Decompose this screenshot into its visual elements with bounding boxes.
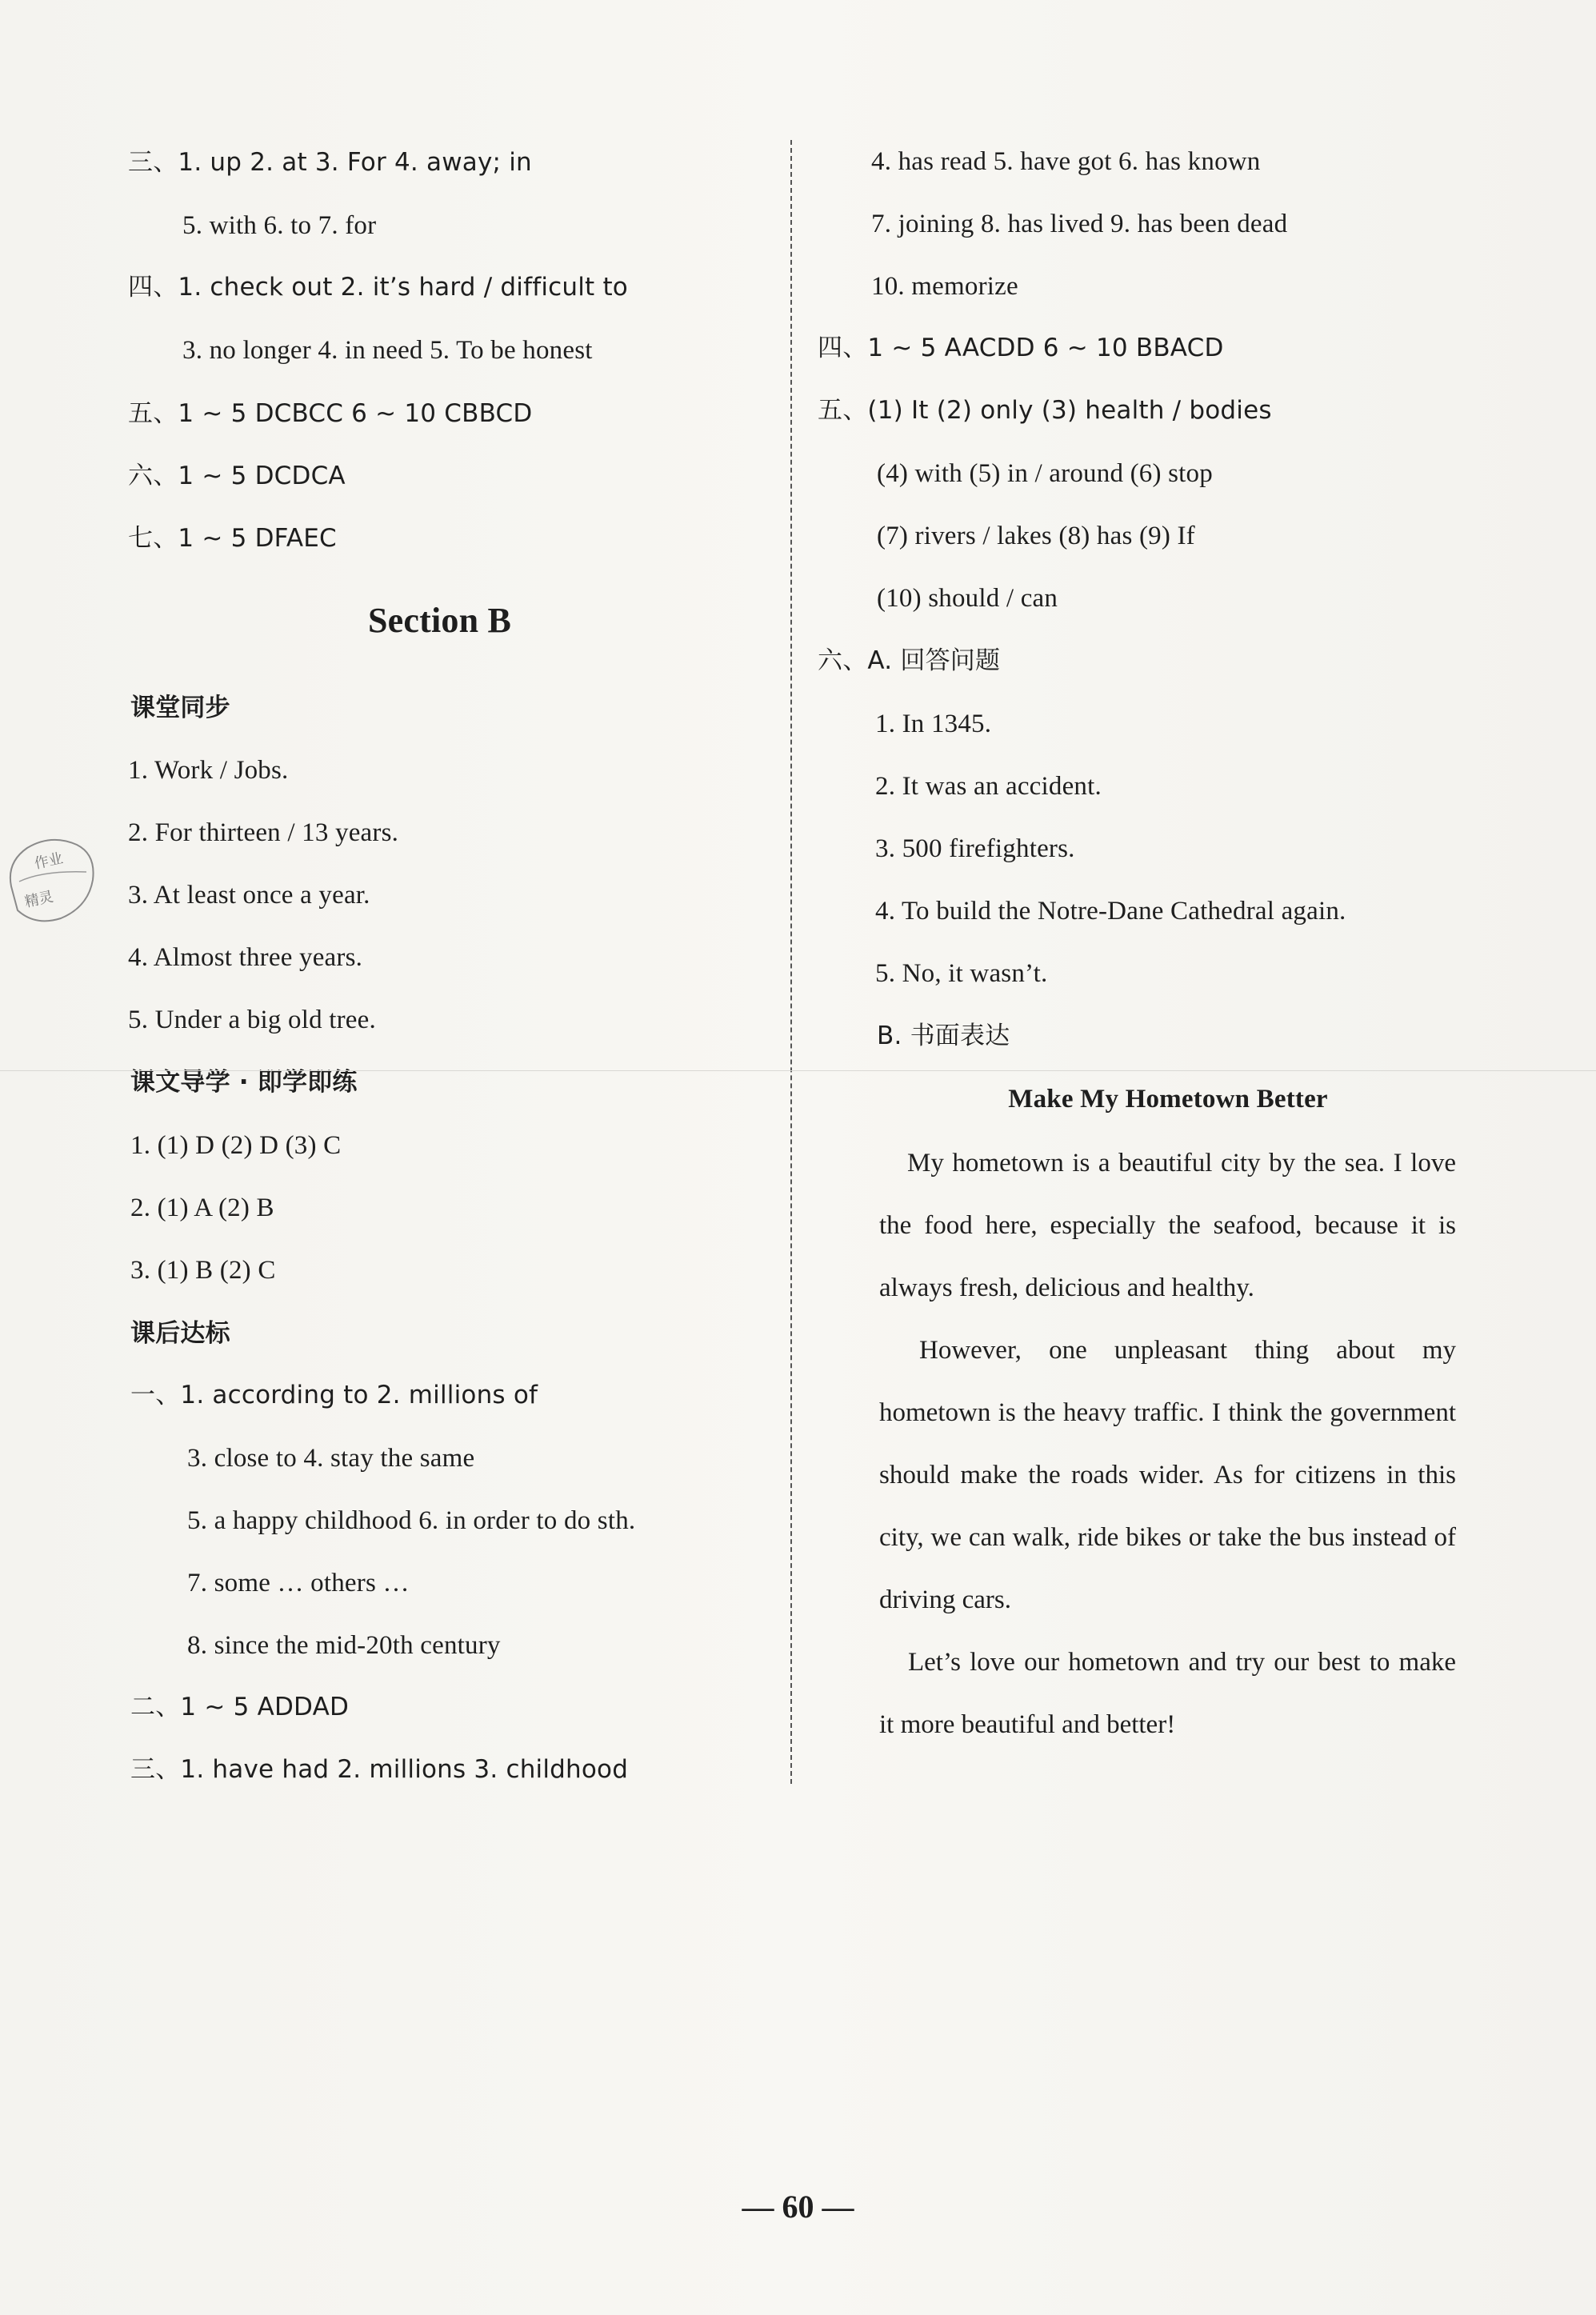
right-cont-line1: 4. has read 5. have got 6. has known (871, 147, 1261, 176)
right-q5-line2: (4) with (5) in / around (6) stop (877, 459, 1213, 488)
guide-heading: 课文导学 · 即学即练 (130, 1068, 358, 1097)
right-q4: 四、1 ~ 5 AACDD 6 ~ 10 BBACD (818, 334, 1224, 362)
right-q5-line1: 五、(1) It (2) only (3) health / bodies (818, 396, 1272, 425)
essay-paragraph-1: My hometown is a beautiful city by the sea. I love the food here, especially the seafood, because it is always fresh, delicious and healthy. (879, 1149, 1456, 1302)
after-q1-line4: 7. some … others … (187, 1569, 410, 1597)
answer-q4-line2: 3. no longer 4. in need 5. To be honest (182, 336, 593, 365)
right-cont-line3: 10. memorize (871, 272, 1018, 301)
after-q1-line2: 3. close to 4. stay the same (187, 1444, 475, 1473)
q6a-item-4: 4. To build the Notre-Dane Cathedral again. (875, 897, 1346, 926)
classroom-item-4: 4. Almost three years. (128, 943, 363, 972)
page-fold-line (0, 1070, 1596, 1071)
answer-q6: 六、1 ~ 5 DCDCA (128, 462, 346, 490)
guide-item-1: 1. (1) D (2) D (3) C (130, 1131, 342, 1160)
after-class-heading: 课后达标 (130, 1319, 230, 1348)
column-divider (790, 140, 792, 1784)
essay-paragraph-3: Let’s love our hometown and try our best to make it more beautiful and better! (879, 1648, 1456, 1739)
after-q2: 二、1 ~ 5 ADDAD (130, 1693, 350, 1721)
answer-q3-line2: 5. with 6. to 7. for (182, 211, 377, 240)
right-q5-line4: (10) should / can (877, 584, 1058, 613)
guide-item-3: 3. (1) B (2) C (130, 1256, 276, 1285)
stamp-line2: 精灵 (23, 888, 55, 911)
q6a-item-2: 2. It was an accident. (875, 772, 1102, 801)
page-number: — 60 — (742, 2189, 854, 2225)
q6a-item-5: 5. No, it wasn’t. (875, 959, 1048, 988)
stamp-line1: 作业 (33, 850, 65, 873)
answer-q3-line1: 三、1. up 2. at 3. For 4. away; in (128, 148, 532, 177)
q6a-item-3: 3. 500 firefighters. (875, 834, 1075, 863)
classroom-item-3: 3. At least once a year. (128, 881, 370, 910)
classroom-item-2: 2. For thirteen / 13 years. (128, 818, 399, 847)
after-q1-line1: 一、1. according to 2. millions of (130, 1381, 538, 1409)
answer-q7: 七、1 ~ 5 DFAEC (128, 524, 337, 553)
classroom-heading: 课堂同步 (130, 694, 230, 722)
section-title: Section B (368, 601, 512, 640)
classroom-item-1: 1. Work / Jobs. (128, 756, 289, 785)
essay-paragraph-2: However, one unpleasant thing about my hometown is the heavy traffic. I think the government should make the roads wider. As for citizens in this city, we can walk, ride bikes or take the bus instead of driving cars. (879, 1336, 1456, 1614)
q6a-heading: 六、A. 回答问题 (818, 646, 1001, 675)
after-q1-line3: 5. a happy childhood 6. in order to do sth. (187, 1506, 636, 1535)
essay-title: Make My Hometown Better (1008, 1085, 1328, 1114)
homework-logo-stamp (3, 830, 98, 926)
after-q1-line5: 8. since the mid-20th century (187, 1631, 501, 1660)
classroom-item-5: 5. Under a big old tree. (128, 1006, 376, 1034)
right-cont-line2: 7. joining 8. has lived 9. has been dead (871, 210, 1288, 238)
after-q3: 三、1. have had 2. millions 3. childhood (130, 1755, 629, 1784)
right-q5-line3: (7) rivers / lakes (8) has (9) If (877, 522, 1195, 550)
q6b-heading: B. 书面表达 (877, 1022, 1010, 1050)
guide-item-2: 2. (1) A (2) B (130, 1193, 274, 1222)
answer-q5: 五、1 ~ 5 DCBCC 6 ~ 10 CBBCD (128, 399, 533, 428)
answer-q4-line1: 四、1. check out 2. it’s hard / difficult to (128, 273, 628, 302)
q6a-item-1: 1. In 1345. (875, 710, 992, 738)
